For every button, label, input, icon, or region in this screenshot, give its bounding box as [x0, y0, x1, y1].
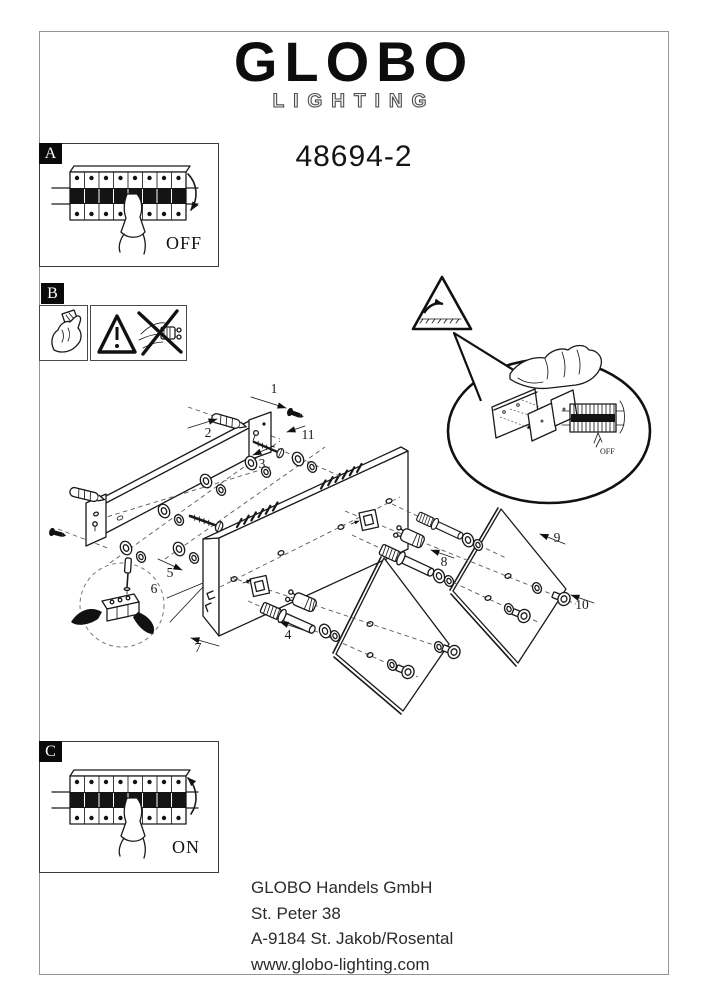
lamp-socket-bracket-right: [359, 510, 379, 531]
address-line: GLOBO Handels GmbH: [251, 878, 433, 897]
callout-10: 10: [575, 597, 589, 612]
brand-name: GLOBO: [233, 30, 475, 93]
brand-logo: [40, 30, 668, 113]
exploded-assembly-diagram: [40, 271, 668, 761]
step-panel-a: [39, 143, 219, 267]
panel-a-state: OFF: [166, 233, 203, 253]
brand-tagline: LIGHTING: [272, 91, 436, 112]
callout-11: 11: [301, 427, 315, 442]
model-number: 48694-2: [295, 140, 413, 173]
step-b-label: B: [41, 283, 64, 304]
company-address: [251, 875, 453, 977]
glass-panel-right: [450, 508, 566, 666]
glass-panel-left: [333, 557, 449, 714]
step-c-label: C: [39, 741, 62, 762]
callout-4: 4: [284, 627, 292, 642]
wall-anchor-top: [211, 413, 248, 431]
mounting-screw-left: [188, 511, 224, 533]
inset-leader-lines: [167, 583, 203, 622]
black-screw-left: [48, 527, 67, 540]
callout-3: 3: [258, 456, 266, 471]
terminal-block-inset: [71, 558, 164, 647]
breaker-off-illustration: [40, 144, 218, 266]
address-line: A-9184 St. Jakob/Rosental: [251, 929, 454, 948]
step-panel-c: [39, 741, 219, 873]
black-bolt: [286, 407, 305, 421]
address-line: www.globo-lighting.com: [251, 954, 430, 974]
detail-bubble: [448, 333, 650, 503]
callout-8: 8: [440, 554, 448, 569]
screwdriver-icon: [124, 558, 131, 594]
callout-2: 2: [204, 425, 212, 440]
inset-state-label: OFF: [600, 447, 615, 456]
hot-surface-triangle-icon: [413, 277, 471, 329]
callout-6: 6: [150, 581, 158, 596]
terminal-connector: [71, 594, 154, 634]
breaker-on-illustration: [40, 742, 218, 872]
lamp-socket-bracket-left: [250, 576, 270, 597]
callout-1: 1: [270, 381, 278, 396]
callout-9: 9: [553, 530, 561, 545]
callout-7: 7: [194, 640, 202, 655]
panel-c-state: ON: [172, 837, 200, 857]
callout-5: 5: [166, 565, 174, 580]
step-a-label: A: [39, 143, 62, 164]
address-line: St. Peter 38: [251, 903, 341, 923]
sheet-border: [39, 31, 669, 975]
